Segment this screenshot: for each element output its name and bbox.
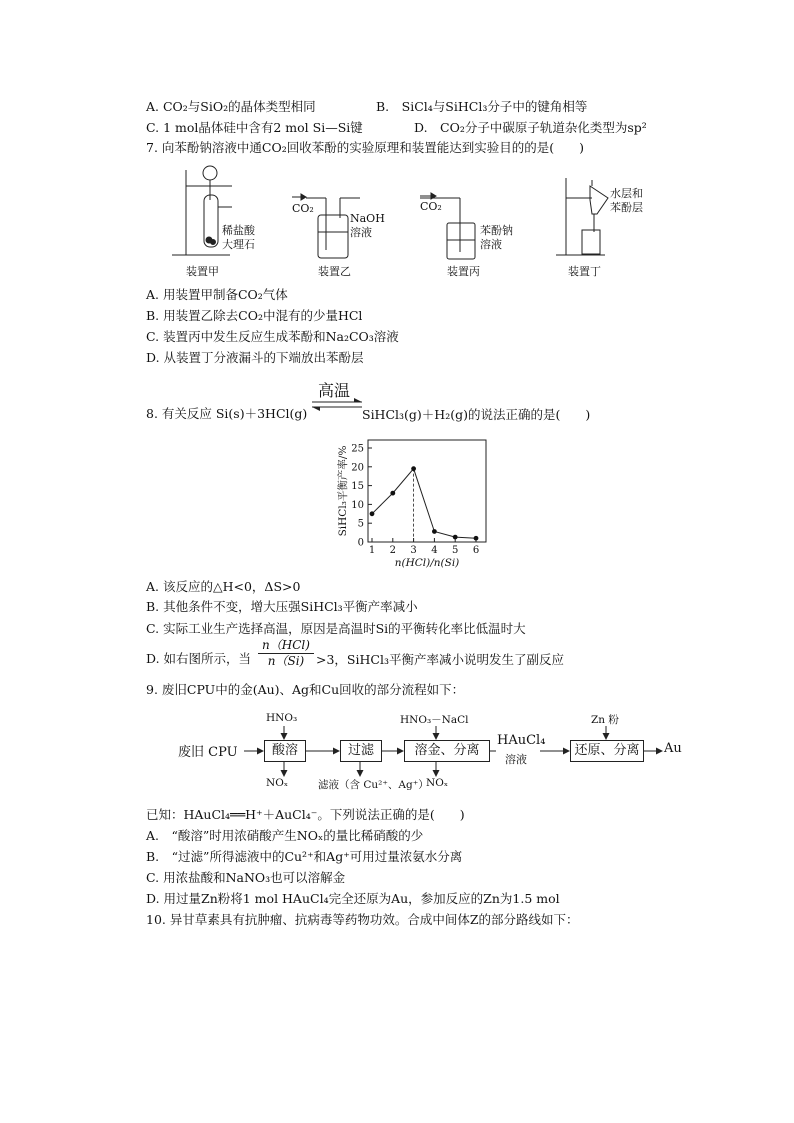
fraction-numerator: n（HCl) [258, 638, 314, 654]
flow-step3-input: HNO₃－NaCl [400, 714, 469, 726]
flow-step3-output: NOₓ [426, 777, 449, 789]
x-tick-label: 2 [389, 545, 396, 556]
y-tick-label: 25 [351, 443, 364, 455]
jia-reagent-2: 大理石 [222, 238, 255, 251]
q8-stem-left: 8. 有关反应 Si(s)＋3HCl(g) [146, 406, 308, 421]
q7-option-a: A. 用装置甲制备CO₂气体 [146, 287, 288, 302]
q9-option-c: C. 用浓盐酸和NaNO₃也可以溶解金 [146, 870, 346, 885]
q9-option-d: D. 用过量Zn粉将1 mol HAuCl₄完全还原为Au，参加反应的Zn为1.5 mol [146, 891, 560, 906]
flow-start: 废旧 CPU [178, 745, 238, 760]
flow-step-filter: 过滤 [340, 740, 382, 762]
bing-reagent-2: 溶液 [480, 238, 502, 251]
q6-option-d: D. CO₂分子中碳原子轨道杂化类型为sp² [414, 120, 647, 135]
q8-option-c: C. 实际工业生产选择高温，原因是高温时Si的平衡转化率比低温时大 [146, 621, 526, 636]
jia-reagent-1: 稀盐酸 [222, 224, 255, 237]
flow-step2-output: 滤液（含 Cu²⁺、Ag⁺） [318, 779, 429, 791]
x-tick-label: 5 [452, 545, 459, 556]
q6-option-c: C. 1 mol晶体硅中含有2 mol Si—Si键 [146, 120, 363, 135]
ding-label: 装置丁 [568, 265, 601, 278]
flow-step1-output: NOₓ [266, 777, 289, 789]
q9-known: 已知：HAuCl₄══H⁺＋AuCl₄⁻。下列说法正确的是( ) [146, 807, 465, 822]
flow-step-reduce: 还原、分离 [570, 740, 644, 762]
q8-option-a: A. 该反应的△H<0，ΔS>0 [146, 579, 301, 594]
flow-step-acid-dissolve: 酸溶 [264, 740, 306, 762]
q6-option-b: B. SiCl₄与SiHCl₃分子中的键角相等 [376, 99, 588, 114]
y-tick-label: 20 [351, 462, 364, 474]
y-tick-label: 5 [357, 518, 364, 530]
bing-gas: CO₂ [420, 200, 442, 213]
flow-step1-input: HNO₃ [266, 712, 298, 724]
q8-stem-right: SiHCl₃(g)＋H₂(g)的说法正确的是( ) [362, 407, 591, 422]
q8-option-d-pre: D. 如右图所示，当 [146, 651, 252, 666]
q8-condition: 高温 [318, 381, 351, 400]
yi-reagent-1: NaOH [350, 212, 385, 225]
q7-stem: 7. 向苯酚钠溶液中通CO₂回收苯酚的实验原理和装置能达到实验目的的是( ) [146, 140, 584, 155]
q9-option-b: B. “过滤”所得滤液中的Cu²⁺和Ag⁺可用过量浓氨水分离 [146, 849, 463, 864]
q8-option-d-post: >3，SiHCl₃平衡产率减小说明发生了副反应 [316, 652, 564, 667]
q8-option-b: B. 其他条件不变，增大压强SiHCl₃平衡产率减小 [146, 599, 418, 614]
q7-option-b: B. 用装置乙除去CO₂中混有的少量HCl [146, 308, 363, 323]
ding-reagent-1: 水层和 [610, 187, 643, 200]
yi-label: 装置乙 [318, 265, 351, 278]
x-axis-label: n(HCl)/n(Si) [394, 557, 460, 569]
q6-option-a: A. CO₂与SiO₂的晶体类型相同 [146, 99, 316, 114]
yi-reagent-2: 溶液 [350, 226, 372, 239]
x-tick-label: 4 [431, 545, 438, 556]
y-axis-label: SiHCl₃平衡产率/% [337, 445, 349, 537]
q7-option-d: D. 从装置丁分液漏斗的下端放出苯酚层 [146, 350, 364, 365]
x-tick-label: 3 [410, 545, 417, 556]
q9-option-a: A. “酸溶”时用浓硝酸产生NOₓ的量比稀硝酸的少 [146, 828, 424, 843]
flow-step4-input: Zn 粉 [591, 714, 619, 726]
bing-reagent-1: 苯酚钠 [480, 224, 513, 237]
q7-option-c: C. 装置丙中发生反应生成苯酚和Na₂CO₃溶液 [146, 329, 399, 344]
flow-step-dissolve-gold: 溶金、分离 [404, 740, 490, 762]
ding-reagent-2: 苯酚层 [610, 201, 643, 214]
x-tick-label: 6 [472, 545, 480, 556]
y-tick-label: 10 [351, 499, 364, 511]
flow-mid-1: HAuCl₄ [497, 733, 546, 748]
q10-stem: 10. 异甘草素具有抗肿瘤、抗病毒等药物功效。合成中间体Z的部分路线如下： [146, 912, 579, 927]
yi-gas: CO₂ [292, 202, 314, 215]
x-tick-label: 1 [368, 545, 376, 556]
y-tick-label: 0 [357, 537, 364, 549]
y-tick-label: 15 [351, 481, 364, 493]
bing-label: 装置丙 [447, 265, 480, 278]
flow-end: Au [664, 741, 682, 756]
jia-label: 装置甲 [186, 265, 219, 278]
flow-mid-2: 溶液 [505, 753, 527, 766]
fraction-denominator: n（Si) [267, 654, 305, 668]
q9-stem: 9. 废旧CPU中的金(Au)、Ag和Cu回收的部分流程如下： [146, 682, 465, 697]
